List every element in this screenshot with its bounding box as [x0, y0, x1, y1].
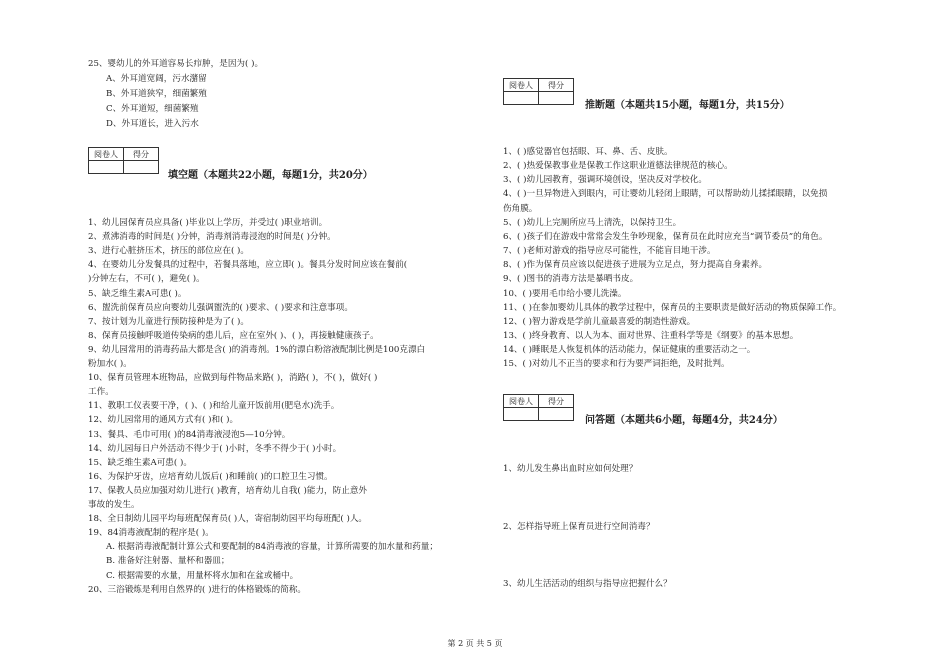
- fill-blank-line: C. 根据需要的水量，用量杯将水加和在盆或桶中。: [106, 570, 299, 581]
- option-d: D、外耳道长，进入污水: [106, 119, 199, 129]
- fill-blank-line: 13、餐具、毛巾可用( )的84消毒液浸泡5—10分钟。: [88, 429, 291, 440]
- fill-blank-section-title: 填空题（本题共22小题，每题1分，共20分）: [168, 170, 373, 181]
- qa-question-1: 1、幼儿发生鼻出血时应如何处理？: [503, 464, 638, 474]
- reviewer-label: 阅卷人: [504, 395, 539, 408]
- fill-blank-line: 11、教职工仪表要干净，( )、( )和给儿童开饭前用(肥皂水)洗手。: [88, 401, 340, 412]
- judge-item: 3、( )幼儿园教育，强调环境创设，坚决反对学校化。: [503, 175, 707, 186]
- judge-item: 4、( )一旦异物进入到眼内，可让婴幼儿轻闭上眼睛，可以帮助幼儿揉揉眼睛，以免损: [503, 189, 828, 200]
- fill-blank-line: 12、幼儿园常用的通风方式有( )和( )。: [88, 415, 239, 426]
- judge-item: 6、( )孩子们在游戏中常常会发生争吵现象，保育员在此时应充当“调节委员”的角色。: [503, 231, 828, 242]
- judge-item: 2、( )热爱保教事业是保教工作这职业道德法律规范的核心。: [503, 161, 733, 172]
- reviewer-cell: [504, 408, 539, 421]
- judge-item: 1、( )感觉器官包括眼、耳、鼻、舌、皮肤。: [503, 147, 673, 157]
- fill-blank-line: 5、缺乏维生素A可患( )。: [88, 288, 187, 299]
- fill-blank-line: 15、缺乏维生素A可患( )。: [88, 457, 192, 468]
- fill-blank-line: 粉加水( )。: [88, 359, 132, 369]
- score-box: [503, 78, 574, 105]
- fill-blank-line: B. 准备好注射器、量杯和器皿；: [106, 556, 230, 567]
- question-25: 25、婴幼儿的外耳道容易长疖肿，是因为( )。: [88, 59, 264, 69]
- qa-section-title: 问答题（本题共6小题，每题4分，共24分）: [585, 415, 783, 426]
- score-cell: [124, 161, 159, 174]
- score-label: 得分: [124, 148, 159, 161]
- judge-item: 12、( )智力游戏是学前儿童最喜爱的制造性游戏。: [503, 316, 696, 327]
- fill-blank-line: 20、三浴锻炼是利用自然界的( )进行的体格锻炼的简称。: [88, 584, 307, 595]
- option-b: B、外耳道狭窄，细菌繁殖: [106, 89, 207, 99]
- score-cell: [539, 92, 574, 105]
- reviewer-label: 阅卷人: [504, 79, 539, 92]
- reviewer-label: 阅卷人: [89, 148, 124, 161]
- judge-item: 10、( )要用毛巾给小婴儿洗澡。: [503, 288, 627, 299]
- fill-blank-line: 10、保育员管理本班物品，应做到每件物品来路( )，消路( )，不( )，做好( ): [88, 373, 378, 384]
- fill-blank-line: 17、保教人员应加强对幼儿进行( )教育，培育幼儿自我( )能力，防止意外: [88, 485, 368, 496]
- score-box: [88, 147, 159, 174]
- judge-item: 5、( )幼儿上完厕所应马上清洗，以保持卫生。: [503, 217, 682, 228]
- fill-blank-line: 2、煮沸消毒的时间是( )分钟，消毒剂消毒浸泡的时间是( )分钟。: [88, 232, 336, 243]
- fill-blank-line: 14、幼儿园每日户外活动不得少于( )小时，冬季不得少于( )小时。: [88, 443, 342, 454]
- fill-blank-line: A. 根据消毒液配制计算公式和要配制的84消毒液的容量，计算所需要的加水量和药量；: [106, 542, 438, 553]
- page-footer: 第 2 页 共 5 页: [447, 639, 503, 648]
- judge-item: 7、( )老师对游戏的指导应尽可能性，不能盲目地干涉。: [503, 246, 716, 257]
- judge-item: 8、( )作为保育员应该以促进孩子进展为立足点，努力提高自身素养。: [503, 260, 768, 271]
- judge-item: 13、( )终身教育、以人为本、面对世界、注重科学等是《纲要》的基本思想。: [503, 330, 799, 341]
- score-label: 得分: [539, 79, 574, 92]
- fill-blank-line: 1、幼儿园保育员应具备( )毕业以上学历，并受过( )职业培训。: [88, 218, 328, 228]
- qa-question-2: 2、怎样指导班上保育员进行空间消毒？: [503, 522, 655, 532]
- qa-question-3: 3、幼儿生活活动的组织与指导应把握什么？: [503, 579, 672, 589]
- fill-blank-line: 6、盥洗前保育员应向婴幼儿强调盥洗的( )要求、( )要求和注意事项。: [88, 302, 353, 313]
- judge-item: 15、( )对幼儿不正当的要求和行为要严词拒绝，及时批判。: [503, 359, 730, 370]
- judge-item: 11、( )在参加婴幼儿具体的教学过程中，保育员的主要职责是做好活动的物质保障工作。: [503, 302, 842, 313]
- fill-blank-line: 工作。: [88, 387, 114, 398]
- judge-section-title: 推断题（本题共15小题，每题1分，共15分）: [585, 100, 790, 111]
- judge-item: 伤角膜。: [503, 203, 538, 214]
- fill-blank-line: 19、84消毒液配制的程序是( )。: [88, 528, 214, 539]
- fill-blank-line: 16、为保护牙齿，应培育幼儿饭后( )和睡前( )的口腔卫生习惯。: [88, 471, 333, 482]
- reviewer-cell: [89, 161, 124, 174]
- score-box: [503, 394, 574, 421]
- fill-blank-line: 7、按计划为儿童进行预防接种是为了( )。: [88, 316, 249, 327]
- judge-item: 14、( )睡眠是人恢复机体的活动能力，保证健康的重要活动之一。: [503, 345, 756, 356]
- judge-item: 9、( )图书的消毒方法是暴晒书皮。: [503, 274, 639, 285]
- fill-blank-line: 4、在婴幼儿分发餐具的过程中，若餐具落地，应立即( )。餐具分发时间应该在餐前(: [88, 260, 408, 271]
- score-label: 得分: [539, 395, 574, 408]
- fill-blank-line: 8、保育员接触呼吸道传染病的患儿后，应在室外( )、( )，再接触健康孩子。: [88, 330, 379, 341]
- fill-blank-line: 事故的发生。: [88, 500, 140, 510]
- score-cell: [539, 408, 574, 421]
- option-a: A、外耳道宽阔，污水潴留: [106, 74, 207, 84]
- fill-blank-line: 18、全日制幼儿园平均每班配保育员( )人，寄宿制幼园平均每班配( )人。: [88, 514, 368, 525]
- fill-blank-line: )分钟左右，不可( )，避免( )。: [88, 274, 205, 285]
- option-c: C、外耳道短，细菌繁殖: [106, 104, 199, 114]
- fill-blank-line: 3、进行心脏挤压术，挤压的部位应在( )。: [88, 246, 249, 257]
- reviewer-cell: [504, 92, 539, 105]
- fill-blank-line: 9、幼儿园常用的消毒药品大都是含( )的消毒剂。1%的漂白粉溶液配制比例是100克漂白: [88, 344, 426, 355]
